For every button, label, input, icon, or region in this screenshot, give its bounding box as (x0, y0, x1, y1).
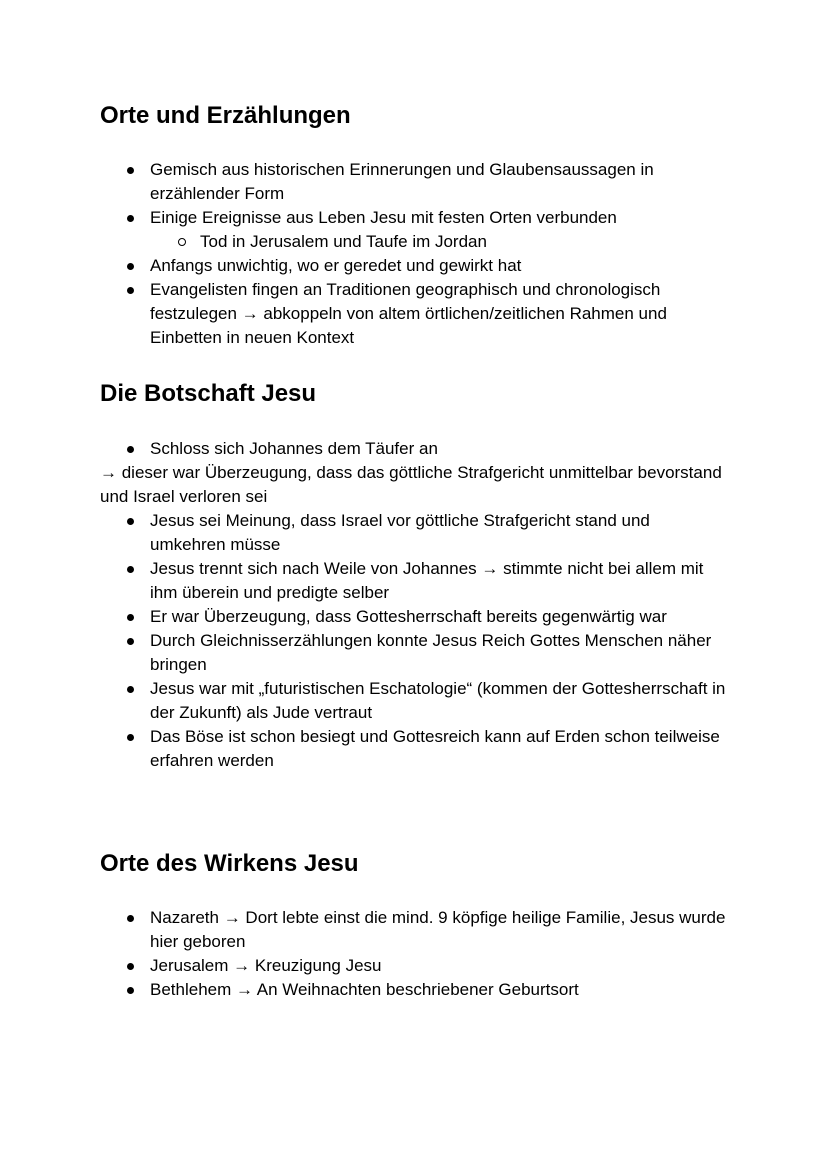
bullet-list-orte-des-wirkens (150, 906, 730, 1002)
list-item-text: Einige Ereignisse aus Leben Jesu mit festen Orten verbunden (150, 208, 617, 227)
list-item: Jesus war mit „futuristischen Eschatologie“ (kommen der Gottesherrschaft in der Zukunft) als Jude vertraut (150, 677, 730, 725)
list-item: Durch Gleichnisserzählungen konnte Jesus Reich Gottes Menschen näher bringen (150, 629, 730, 677)
list-item: Nazareth → Dort lebte einst die mind. 9 köpfige heilige Familie, Jesus wurde hier geboren (150, 906, 730, 954)
list-item: Jesus trennt sich nach Weile von Johannes → stimmte nicht bei allem mit ihm überein und predigte selber (150, 557, 730, 605)
list-item: Evangelisten fingen an Traditionen geographisch und chronologisch festzulegen → abkoppeln von altem örtlichen/zeitlichen Rahmen und Einbetten in neuen Kontext (150, 278, 730, 350)
list-item: Er war Überzeugung, dass Gottesherrschaft bereits gegenwärtig war (150, 605, 730, 629)
section-heading-orte-des-wirkens-jesu: Orte des Wirkens Jesu (100, 850, 359, 877)
list-item (150, 206, 730, 254)
list-item: Anfangs unwichtig, wo er geredet und gewirkt hat (150, 254, 730, 278)
section-heading-die-botschaft-jesu: Die Botschaft Jesu (100, 380, 317, 407)
list-item: Schloss sich Johannes dem Täufer an (150, 437, 730, 461)
list-item: Jesus sei Meinung, dass Israel vor göttliche Strafgericht stand und umkehren müsse (150, 509, 730, 557)
continuation-paragraph: → dieser war Überzeugung, dass das göttliche Strafgericht unmittelbar bevorstand und Israel verloren sei (100, 463, 722, 506)
bullet-list-botschaft (150, 509, 730, 773)
bullet-list-orte-und-erzaehlungen (150, 158, 730, 350)
section-heading-orte-und-erzaehlungen: Orte und Erzählungen (100, 102, 351, 129)
sub-bullet-list (200, 230, 730, 254)
list-item: Bethlehem → An Weihnachten beschriebener Geburtsort (150, 978, 730, 1002)
bullet-list-botschaft-first (150, 437, 730, 461)
list-item: Gemisch aus historischen Erinnerungen und Glaubensaussagen in erzählender Form (150, 158, 730, 206)
sub-list-item: Tod in Jerusalem und Taufe im Jordan (200, 230, 730, 254)
list-item: Jerusalem → Kreuzigung Jesu (150, 954, 730, 978)
list-item: Das Böse ist schon besiegt und Gottesreich kann auf Erden schon teilweise erfahren werden (150, 725, 730, 773)
